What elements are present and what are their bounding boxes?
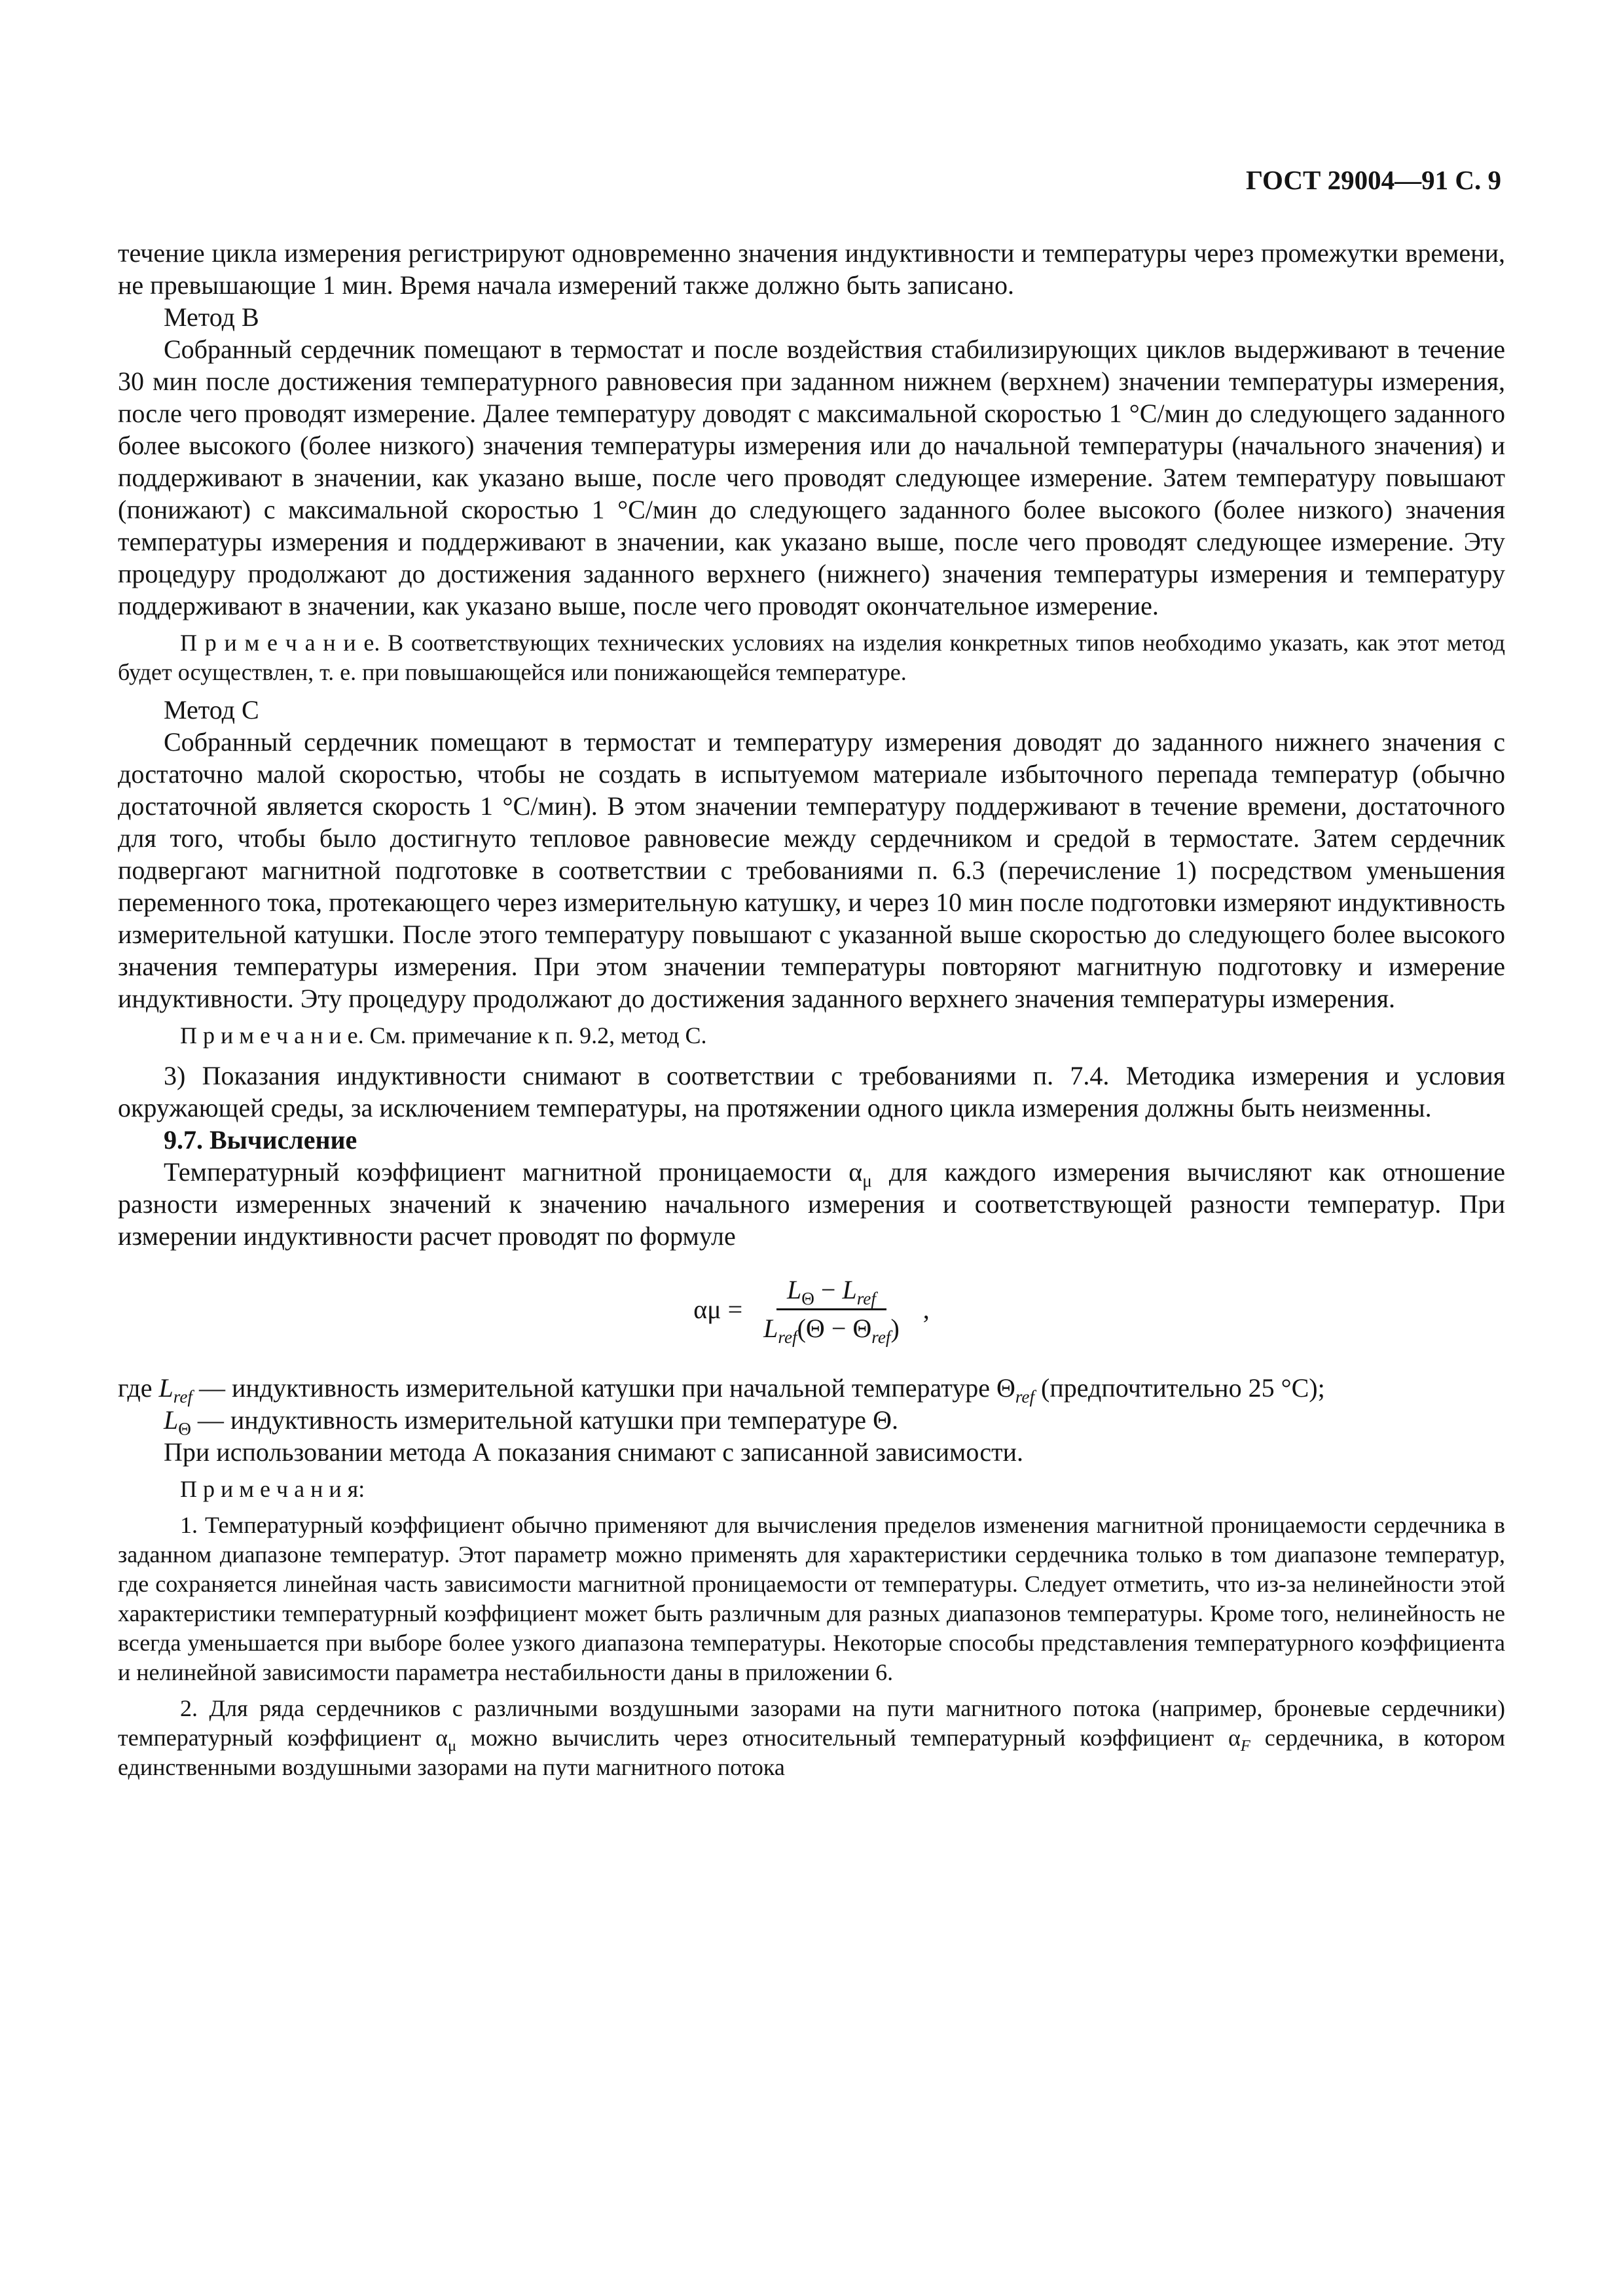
paragraph: Собранный сердечник помещают в термостат и после воздействия стабилизирующих циклов выдерживают в течение 30 мин после достижения температурного равновесия при заданном нижнем (верхнем) значении температуры измерения, после чего проводят измерение. Далее температуру доводят с максимальной скоростью 1 °С/мин до следующего заданного более высокого (более низкого) значения температуры измерения или до начальной температуры (начального значения) и поддерживают в значении, как указано выше, после чего проводят следующее измерение. Затем температуру повышают (понижают) с максимальной скоростью 1 °С/мин до следующего заданного более высокого (более низкого) значения температуры измерения и поддерживают в значении, как указано выше, после чего проводят следующее измерение. Эту процедуру продолжают до достижения заданного верхнего (нижнего) значения температуры измерения и температуру поддерживают в значении, как указано выше, после чего проводят окончательное измерение. <box>118 334 1505 620</box>
list-item: 3) Показания индуктивности снимают в соответствии с требованиями п. 7.4. Методика измерения и условия окружающей среды, за исключением температуры, на протяжении одного цикла измерения должны быть неизменны. <box>118 1061 1505 1122</box>
paragraph: При использовании метода А показания снимают с записанной зависимости. <box>164 1437 1024 1467</box>
note: П р и м е ч а н и е. См. примечание к п. 9.2, метод С. <box>180 1022 707 1049</box>
notes-label: П р и м е ч а н и я: <box>180 1476 365 1502</box>
definition: $L_\Theta$ — индуктивность измерительной катушки при температуре Θ. <box>164 1405 898 1439</box>
document-body <box>118 237 1505 1782</box>
formula-numerator: $L_\Theta - L_{ref}$ <box>776 1272 886 1310</box>
method-label: Метод В <box>164 302 259 332</box>
formula-lhs: αμ = <box>693 1295 743 1324</box>
formula-fraction <box>753 1272 910 1347</box>
formula-tail: , <box>922 1295 930 1324</box>
note: 1. Температурный коэффициент обычно применяют для вычисления пределов изменения магнитной проницаемости сердечника в заданном диапазоне температур. Этот параметр можно применять для характеристики сердечника только в том диапазоне температур, где сохраняется линейная часть зависимости магнитной проницаемости от температуры. Следует отметить, что из-за нелинейности этой характеристики температурный коэффициент может быть различным для разных диапазонов температуры. Кроме того, нелинейность не всегда уменьшается при выборе более узкого диапазона температуры. Некоторые способы представления температурного коэффициента и нелинейной зависимости параметра нестабильности даны в приложении 6. <box>118 1512 1505 1685</box>
definition: где $L_{ref}$ — индуктивность измерительной катушки при начальной температуре $\Theta_{ref}$ (предпочтительно 25 °С); <box>118 1373 1325 1407</box>
note: П р и м е ч а н и е. В соответствующих технических условиях на изделия конкретных типов необходимо указать, как этот метод будет осуществлен, т. е. при повышающейся или понижающейся температуре. <box>118 630 1505 685</box>
note: 2. Для ряда сердечников с различными воздушными зазорами на пути магнитного потока (например, броневые сердечники) температурный коэффициент $\alpha_\mu$ можно вычислить через относительный температурный коэффициент $\alpha_F$ сердечника, в котором единственными воздушными зазорами на пути магнитного потока <box>118 1695 1505 1780</box>
section-heading: 9.7. Вычисление <box>164 1125 357 1155</box>
formula-denominator: $L_{ref}(\Theta - \Theta_{ref})$ <box>763 1314 900 1347</box>
method-label: Метод С <box>164 695 259 725</box>
paragraph: Собранный сердечник помещают в термостат и температуру измерения доводят до заданного нижнего значения с достаточно малой скоростью, чтобы не создать в испытуемом материале избыточного перепада температур (обычно достаточной является скорость 1 °С/мин). В этом значении температуру поддерживают в течение времени, достаточного для того, чтобы было достигнуто тепловое равновесие между сердечником и средой в термостате. Затем сердечник подвергают магнитной подготовке в соответствии с требованиями п. 6.3 (перечисление 1) посредством уменьшения переменного тока, протекающего через измерительную катушку, и через 10 мин после подготовки измеряют индуктивность измерительной катушки. После этого температуру повышают с указанной выше скоростью до следующего более высокого значения температуры измерения. При этом значении температуры повторяют магнитную подготовку и измерение индуктивности. Эту процедуру продолжают до достижения заданного верхнего значения температуры измерения. <box>118 727 1505 1013</box>
formula <box>118 1272 1505 1347</box>
paragraph: Температурный коэффициент магнитной проницаемости $\alpha_\mu$ для каждого измерения вычисляют как отношение разности измеренных значений к значению начального измерения и соответствующей разности температур. При измерении индуктивности расчет проводят по формуле <box>118 1157 1506 1251</box>
page-header: ГОСТ 29004—91 С. 9 <box>1245 165 1501 195</box>
paragraph: течение цикла измерения регистрируют одновременно значения индуктивности и температуры через промежутки времени, не превышающие 1 мин. Время начала измерений также должно быть записано. <box>118 238 1505 300</box>
